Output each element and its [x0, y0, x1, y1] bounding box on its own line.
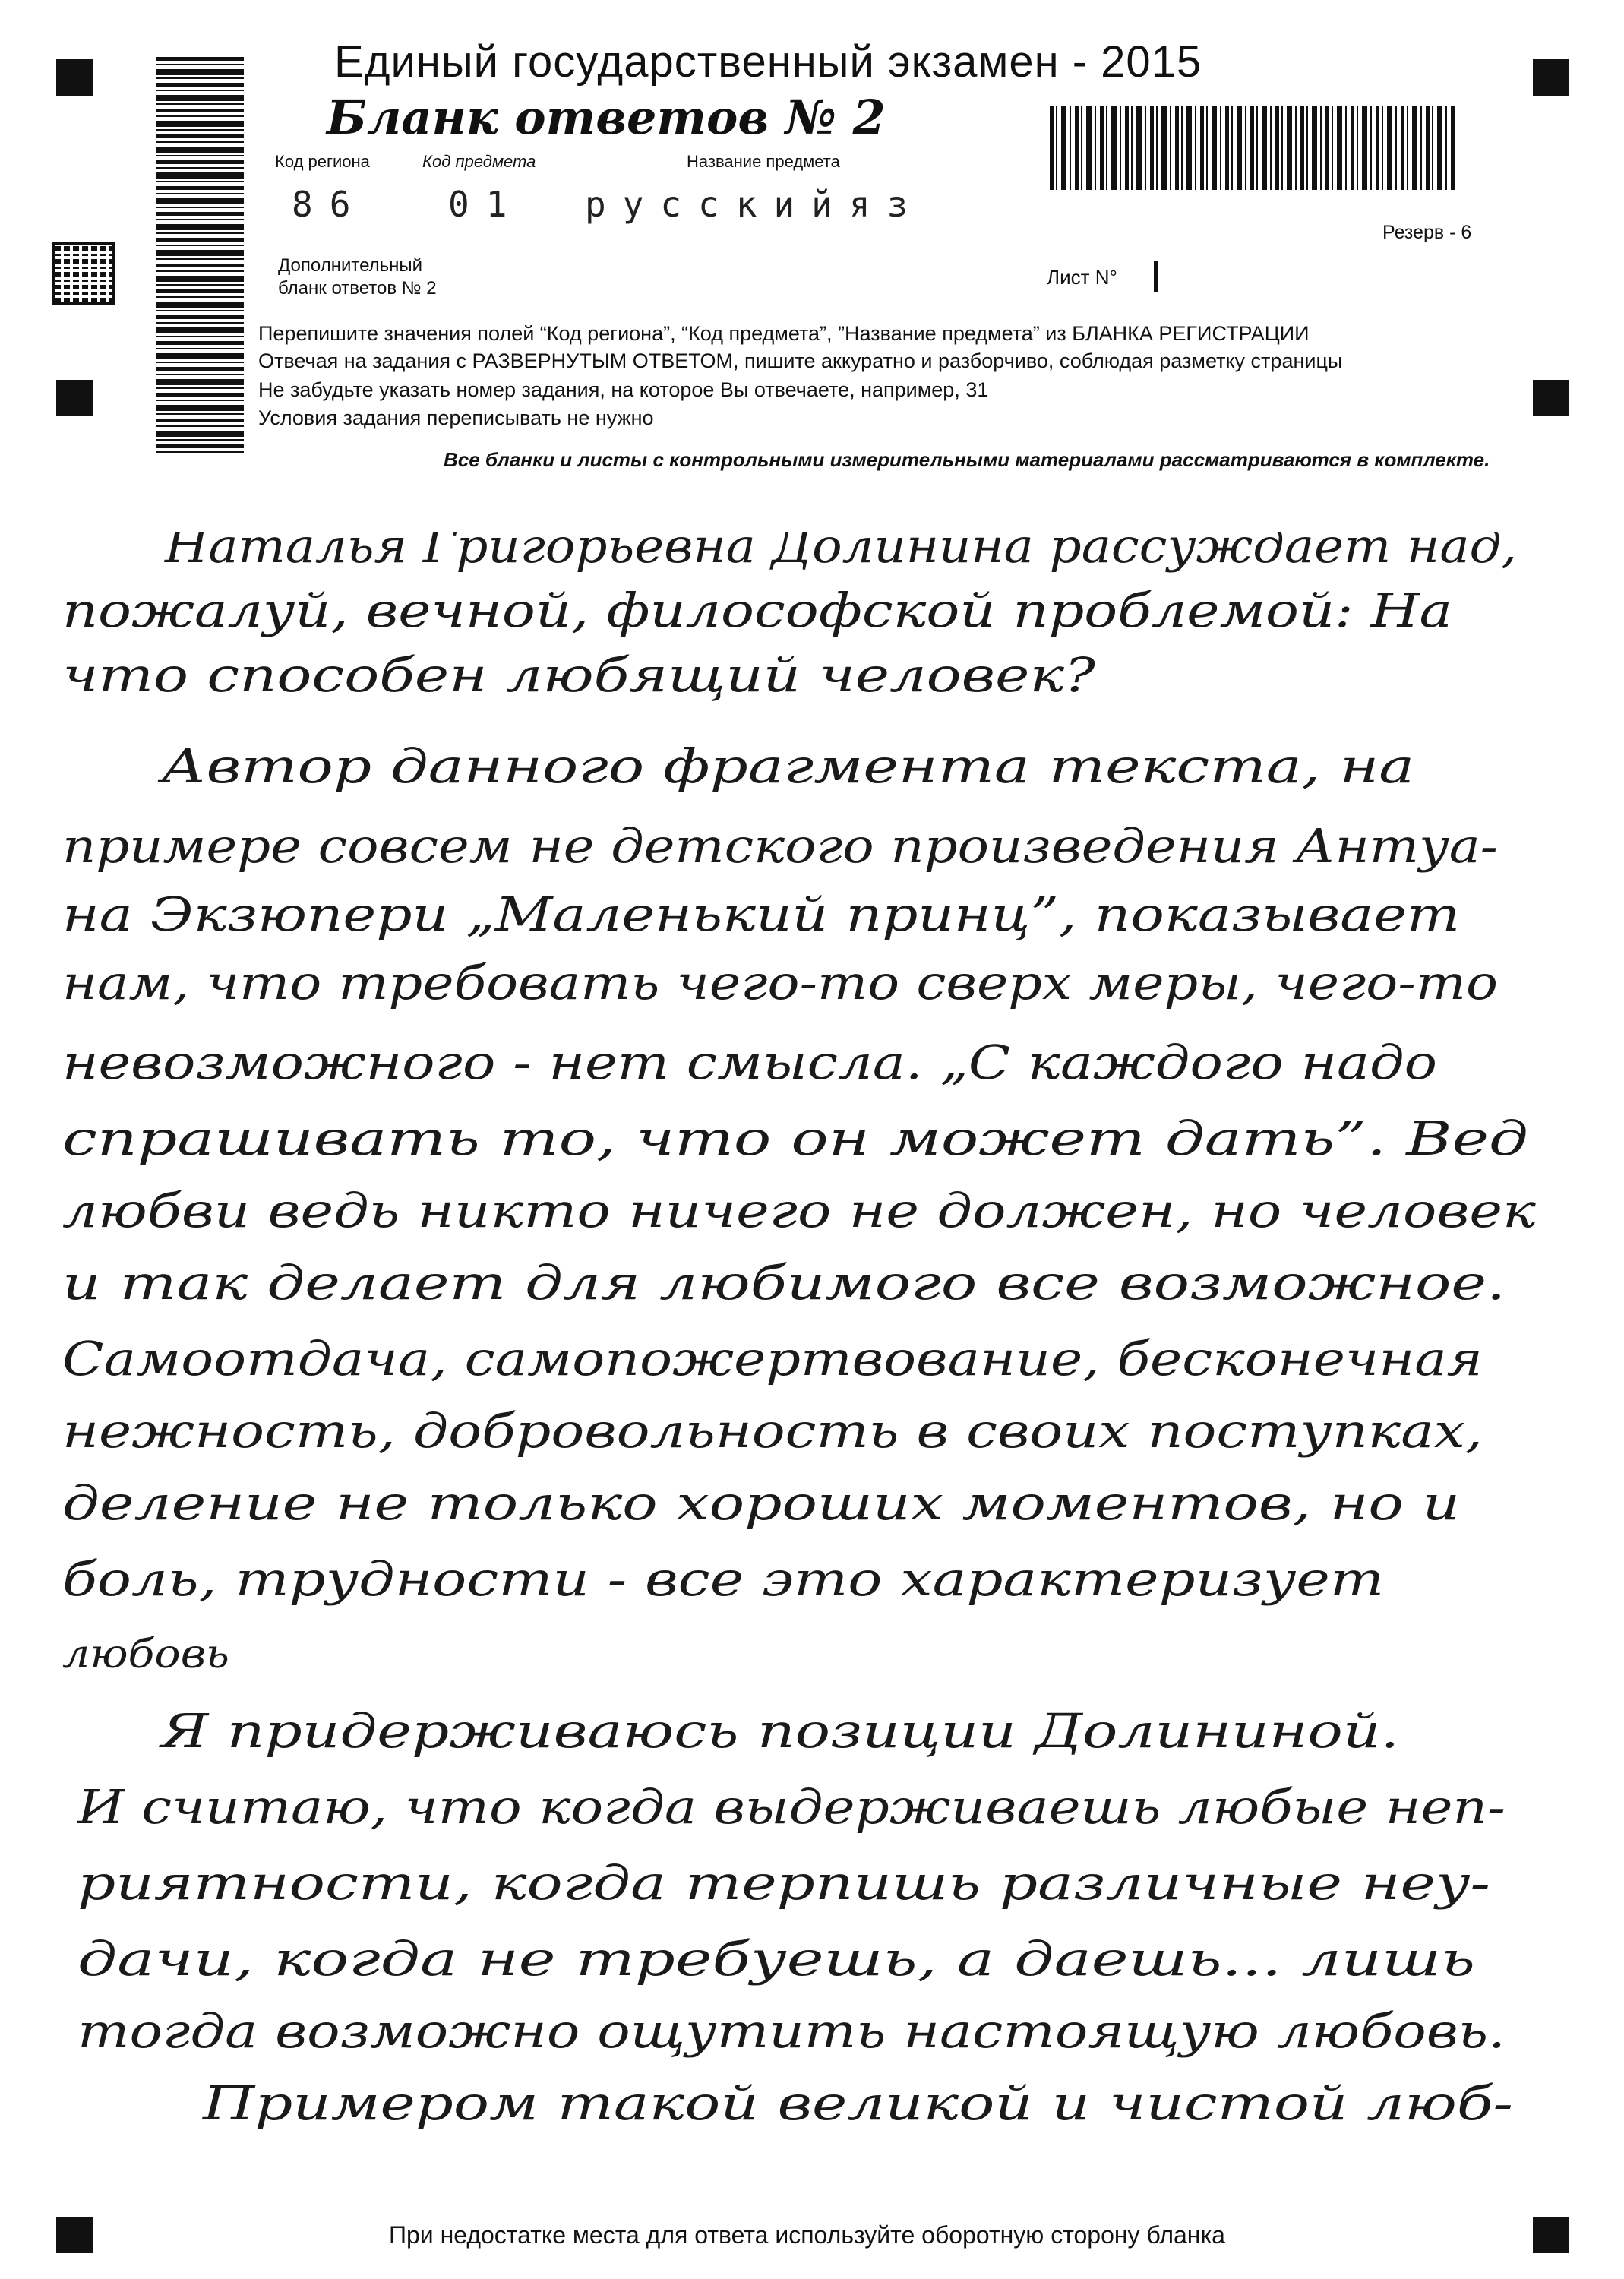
registration-marker-bottom-right	[1533, 2217, 1569, 2253]
essay-line: и так делает для любимого все возможное.	[62, 1255, 1506, 1310]
instruction-line-1: Перепишите значения полей “Код региона”, “Код предмета”, ”Название предмета” из БЛАНКА РЕГИСТРАЦИИ	[258, 322, 1310, 345]
essay-line: нам, что требовать чего-то сверх меры, чего-то	[62, 955, 1499, 1010]
essay-line: боль, трудности - все это характеризует	[62, 1551, 1384, 1607]
footer-note: При недостатке места для ответа используйте оборотную сторону бланка	[389, 2221, 1225, 2249]
essay-line: спрашивать то, что он может дать”. Вед	[62, 1111, 1528, 1166]
essay-line: И считаю, что когда выдерживаешь любые неп-	[76, 1779, 1506, 1835]
subject-code-label: Код предмета	[422, 152, 536, 171]
sheet-number-label: Лист N°	[1047, 266, 1117, 289]
subject-name-label: Название предмета	[687, 152, 840, 171]
essay-line: Самоотдача, самопожертвование, бесконечная	[62, 1331, 1483, 1386]
essay-line: Я придерживаюсь позиции Долининой.	[158, 1703, 1400, 1759]
region-code-field[interactable]: 86	[292, 184, 368, 225]
essay-line: Автор данного фрагмента текста, на	[156, 738, 1414, 794]
essay-line: любви ведь никто ничего не должен, но человек	[62, 1183, 1537, 1238]
registration-marker-bottom-left	[56, 2217, 93, 2253]
instruction-line-3: Не забудьте указать номер задания, на которое Вы отвечаете, например, 31	[258, 378, 989, 401]
subject-name-field[interactable]: русскийяз	[585, 184, 925, 225]
instruction-line-4: Условия задания переписывать не нужно	[258, 406, 654, 429]
essay-line: риятности, когда терпишь различные неу-	[77, 1855, 1490, 1911]
subject-code-field[interactable]: 01	[448, 184, 524, 225]
essay-line: что способен любящий человек?	[62, 647, 1096, 703]
essay-line: невозможного - нет смысла. „С каждого надо	[62, 1035, 1438, 1090]
form-title: Бланк ответов № 2	[327, 90, 886, 145]
handwritten-answer-area[interactable]	[62, 532, 1574, 2203]
essay-line: тогда возможно ощутить настоящую любовь.	[77, 2003, 1506, 2059]
registration-marker-mid-left	[56, 380, 93, 416]
registration-marker-top-left	[56, 59, 93, 96]
handwritten-answer	[62, 532, 1574, 2203]
essay-line: Примером такой великой и чистой люб-	[201, 2075, 1513, 2131]
essay-line: примере совсем не детского произведения Антуа-	[62, 818, 1498, 874]
vertical-barcode	[156, 57, 244, 454]
form-barcode	[1050, 106, 1455, 190]
registration-marker-mid-right	[1533, 380, 1569, 416]
essay-line: нежность, добровольность в своих поступках,	[62, 1403, 1483, 1459]
essay-line: пожалуй, вечной, философской проблемой: На	[62, 583, 1452, 638]
package-note: Все бланки и листы с контрольными измерительными материалами рассматриваются в комплекте.	[444, 448, 1490, 471]
instruction-line-2: Отвечая на задания с РАЗВЕРНУТЫМ ОТВЕТОМ, пишите аккуратно и разборчиво, соблюдая разметку страницы	[258, 349, 1343, 372]
qr-code	[52, 242, 115, 305]
essay-line: на Экзюпери „Маленький принц”, показывает	[62, 887, 1460, 942]
region-code-label: Код региона	[275, 152, 370, 171]
additional-form-label-line2: бланк ответов № 2	[278, 278, 437, 299]
exam-title: Единый государственный экзамен - 2015	[334, 37, 1202, 87]
essay-line: деление не только хороших моментов, но и	[62, 1475, 1460, 1531]
reserve-label: Резерв - 6	[1382, 222, 1472, 243]
essay-line: дачи, когда не требуешь, а даешь... лишь	[77, 1931, 1475, 1987]
essay-line: любовь	[62, 1632, 229, 1677]
registration-marker-top-right	[1533, 59, 1569, 96]
essay-line: Наталья Григорьевна Долинина рассуждает над,	[163, 532, 1517, 574]
sheet-number-field[interactable]	[1154, 261, 1158, 292]
additional-form-label-line1: Дополнительный	[278, 255, 423, 276]
